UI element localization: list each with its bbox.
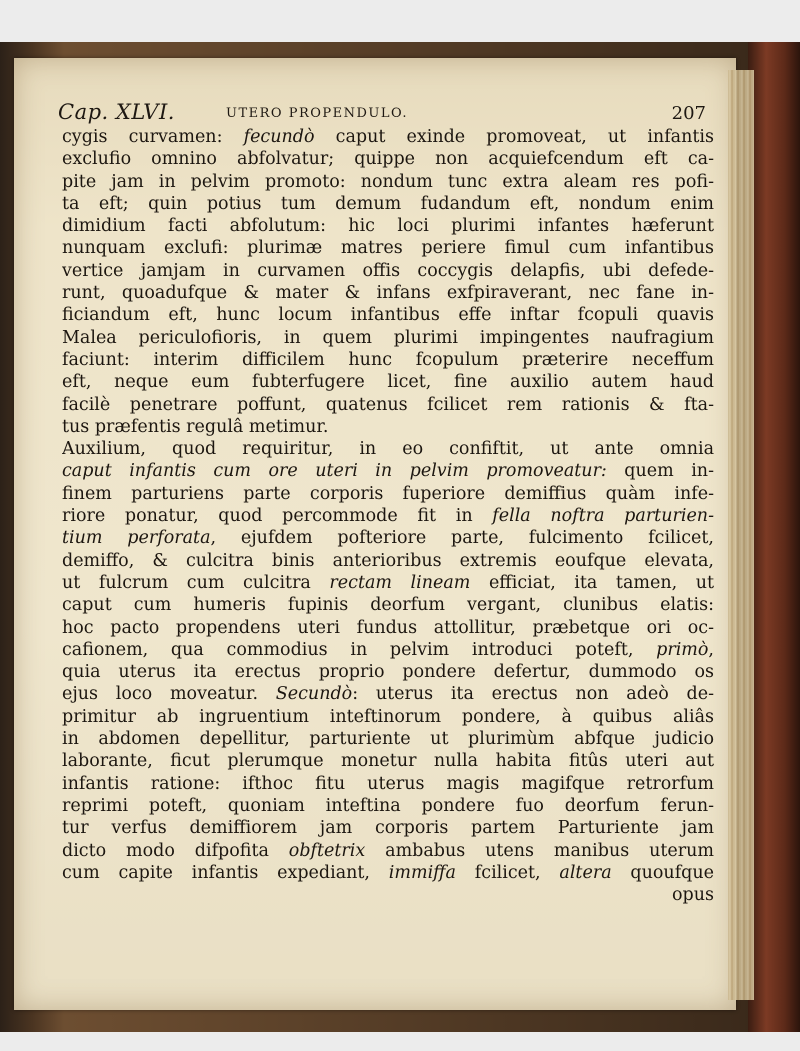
text-line xyxy=(62,817,714,839)
text-run: in abdomen depellitur, parturiente ut plurimùm abfque judicio xyxy=(62,729,714,750)
text-run: tus præfentis regulâ metimur. xyxy=(62,416,329,437)
text-line xyxy=(62,594,714,616)
italic-run: caput infantis cum ore uteri in pelvim promoveatur: xyxy=(62,461,607,482)
text-run: demiffo, & culcitra binis anterioribus extremis eoufque elevata, xyxy=(62,550,714,571)
text-line xyxy=(62,840,714,862)
text-line xyxy=(62,884,714,906)
text-line xyxy=(62,193,714,215)
text-line xyxy=(62,750,714,772)
text-run: dimidium facti abfolutum: hic loci plurimi infantes hæferunt xyxy=(62,216,714,237)
text-run: faciunt: interim difficilem hunc fcopulum præterire neceffum xyxy=(62,349,714,370)
text-run: ta eft; quin potius tum demum fudandum eft, nondum enim xyxy=(62,193,714,214)
text-run: tur verfus demiffiorem jam corporis partem Parturiente jam xyxy=(62,818,714,839)
text-line xyxy=(62,349,714,371)
text-line xyxy=(62,304,714,326)
text-line xyxy=(62,260,714,282)
text-run: ejus loco moveatur. xyxy=(62,684,276,705)
text-line xyxy=(62,438,714,460)
text-line xyxy=(62,148,714,170)
italic-run: rectam lineam xyxy=(329,572,471,593)
text-line xyxy=(62,728,714,750)
text-line xyxy=(62,416,714,438)
text-run: caput exinde promoveat, ut infantis xyxy=(314,127,714,147)
text-run: hoc pacto propendens uteri fundus attollitur, præbetque ori oc- xyxy=(62,617,714,638)
page-edges xyxy=(728,70,754,1000)
text-run: primitur ab ingruentium inteftinorum pondere, à quibus aliâs xyxy=(62,706,714,727)
text-line xyxy=(62,126,714,148)
text-line xyxy=(62,550,714,572)
text-run: eft, neque eum fubterfugere licet, fine auxilio autem haud xyxy=(62,372,714,393)
text-run: infantis ratione: ifthoc fitu uterus magis magifque retrorfum xyxy=(62,773,714,794)
italic-run: tium perforata xyxy=(62,528,211,549)
text-run: , xyxy=(708,639,714,660)
italic-run: Secundò xyxy=(275,684,353,705)
running-title: UTERO PROPENDULO. xyxy=(226,106,409,121)
text-run: pite jam in pelvim promoto: nondum tunc extra aleam res pofi- xyxy=(62,171,714,192)
italic-run: fecundò xyxy=(243,127,315,147)
text-line xyxy=(62,394,714,416)
text-line xyxy=(62,505,714,527)
text-line xyxy=(62,639,714,661)
text-run: Auxilium, quod requiritur, in eo confiftit, ut ante omnia xyxy=(62,439,714,460)
text-line xyxy=(62,171,714,193)
text-line xyxy=(62,683,714,705)
text-run: cum capite infantis expediant, xyxy=(62,862,389,883)
text-run: reprimi poteft, quoniam inteftina pondere fuo deorfum ferun- xyxy=(62,795,714,816)
italic-run: immiffa xyxy=(388,862,456,883)
text-line xyxy=(62,773,714,795)
text-line xyxy=(62,661,714,683)
chapter-heading: Cap. XLVI. xyxy=(58,100,175,124)
text-run: quia uterus ita erectus proprio pondere defertur, dummodo os xyxy=(62,662,714,683)
text-line xyxy=(62,282,714,304)
text-line xyxy=(62,862,714,884)
text-run: exclufio omnino abfolvatur; quippe non acquiefcendum eft ca- xyxy=(62,149,714,170)
text-run: riore ponatur, quod percommode fit in xyxy=(62,506,493,527)
text-run: opus xyxy=(672,885,714,906)
text-line xyxy=(62,215,714,237)
text-line xyxy=(62,327,714,349)
text-run: laborante, ficut plerumque monetur nulla habita fitûs uteri aut xyxy=(62,751,714,772)
text-run: : uterus ita erectus non adeò de- xyxy=(352,684,714,705)
italic-run: fella noftra parturien- xyxy=(492,506,714,527)
page-header xyxy=(58,100,718,126)
text-run: fcilicet, xyxy=(456,862,560,883)
text-run: runt, quoadufque & mater & infans exfpiraverant, nec fane in- xyxy=(62,283,714,304)
text-line xyxy=(62,617,714,639)
body-text xyxy=(62,126,714,906)
text-run: ambabus utens manibus uterum xyxy=(365,840,714,861)
text-run: dicto modo difpofita xyxy=(62,840,289,861)
text-line xyxy=(62,572,714,594)
text-run: vertice jamjam in curvamen offis coccygis delapfis, ubi defede- xyxy=(62,260,714,281)
italic-run: primò xyxy=(656,639,709,660)
book-spine xyxy=(748,42,800,1032)
page-number: 207 xyxy=(671,103,706,124)
text-line xyxy=(62,706,714,728)
italic-run: altera xyxy=(559,862,612,883)
text-line xyxy=(62,795,714,817)
text-line xyxy=(62,483,714,505)
text-line xyxy=(62,237,714,259)
text-run: nunquam exclufi: plurimæ matres periere fimul cum infantibus xyxy=(62,238,714,259)
text-run: cygis curvamen: xyxy=(62,127,244,147)
italic-run: obftetrix xyxy=(288,840,366,861)
text-line xyxy=(62,371,714,393)
text-run: ut fulcrum cum culcitra xyxy=(62,572,330,593)
text-run: facilè penetrare poffunt, quatenus fcilicet rem rationis & fta- xyxy=(62,394,714,415)
text-run: cafionem, qua commodius in pelvim introduci poteft, xyxy=(62,639,657,660)
text-line xyxy=(62,527,714,549)
text-run: Malea periculofioris, in quem plurimi impingentes naufragium xyxy=(62,327,714,348)
text-run: finem parturiens parte corporis fuperiore demiffius quàm infe- xyxy=(62,483,714,504)
text-run: efficiat, ita tamen, ut xyxy=(470,572,714,593)
text-run: caput cum humeris fupinis deorfum vergant, clunibus elatis: xyxy=(62,595,714,616)
text-run: quoufque xyxy=(611,862,714,883)
text-run: ficiandum eft, hunc locum infantibus effe inftar fcopuli quavis xyxy=(62,305,714,326)
text-run: quem in- xyxy=(606,461,714,482)
text-run: , ejufdem pofteriore parte, fulcimento fcilicet, xyxy=(210,528,714,549)
text-line xyxy=(62,460,714,482)
